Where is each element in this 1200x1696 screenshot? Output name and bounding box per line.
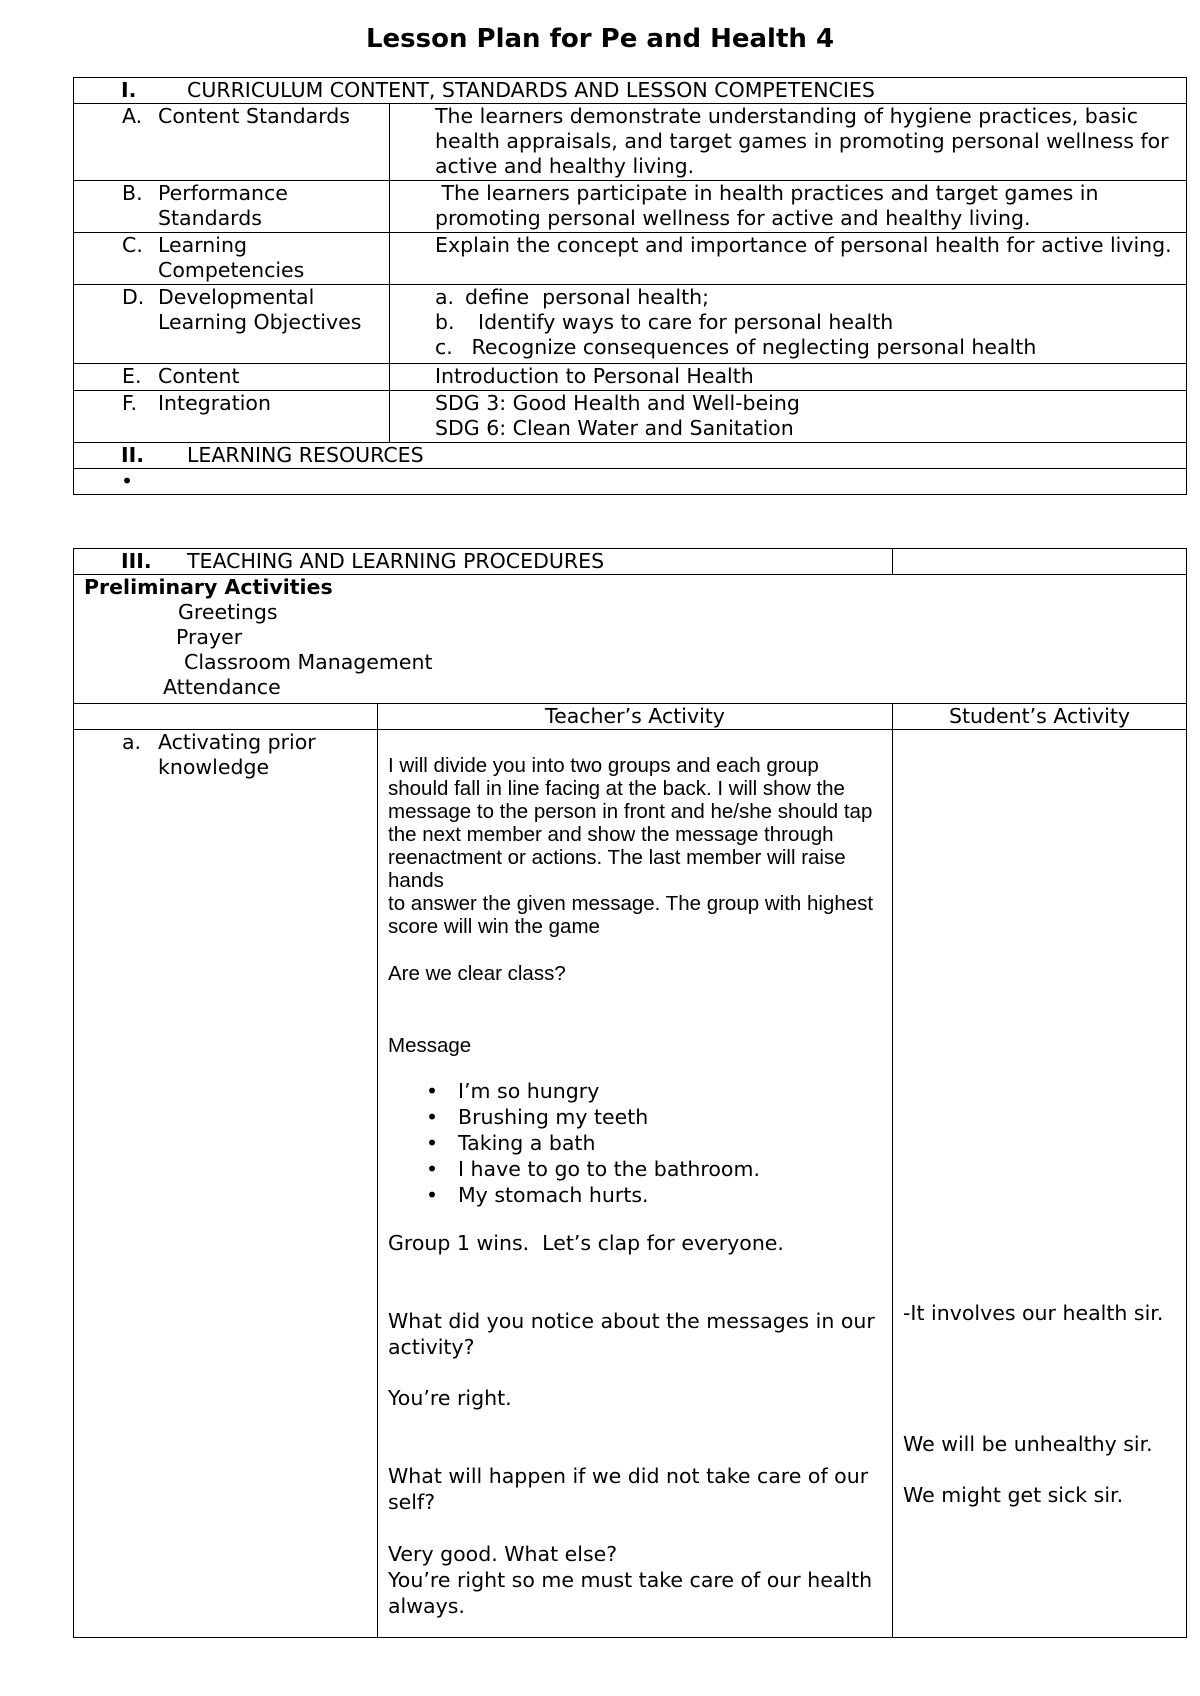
row-value: Introduction to Personal Health [390, 364, 1187, 391]
student-answer-2: We will be unhealthy sir. [903, 1432, 1153, 1456]
list-item: • Brushing my teeth [426, 1105, 649, 1129]
row-label: Content [158, 364, 240, 388]
section3-empty-cell [893, 549, 1187, 575]
curriculum-table [73, 77, 1187, 495]
table-row [74, 391, 1187, 443]
row-letter: C. [122, 233, 143, 257]
table-row [74, 181, 1187, 233]
list-item: • My stomach hurts. [426, 1183, 649, 1207]
row-letter: F. [122, 391, 138, 415]
preliminary-activities [74, 575, 1187, 704]
step-label-cell [74, 730, 378, 1638]
list-item: Classroom Management [184, 650, 433, 674]
row-label: Developmental Learning Objectives [158, 285, 362, 334]
section1-header [74, 78, 1187, 104]
column-header-student: Student’s Activity [893, 704, 1187, 730]
row-value: The learners participate in health practices and target games in promoting personal wellness for active and healthy living. [390, 181, 1187, 233]
section3-heading: TEACHING AND LEARNING PROCEDURES [187, 549, 605, 573]
list-item: • I’m so hungry [426, 1079, 600, 1103]
column-header-empty [74, 704, 378, 730]
table-row [74, 233, 1187, 285]
row-letter: E. [122, 364, 142, 388]
row-label: Content Standards [158, 104, 350, 128]
section1-heading: CURRICULUM CONTENT, STANDARDS AND LESSON COMPETENCIES [187, 78, 875, 102]
list-item: Attendance [163, 675, 281, 699]
list-item: Prayer [176, 625, 243, 649]
teacher-question-notice: What did you notice about the messages in our activity? [388, 1309, 875, 1359]
section3-header [74, 549, 893, 575]
teacher-instruction-1: I will divide you into two groups and each group should fall in line facing at the back. I will show the message to the person in front and he/she should tap the next member and show the message through reenactment or actions. The last member will raise hands [388, 754, 873, 892]
section3-numeral: III. [121, 549, 152, 573]
objectives-list [390, 285, 1187, 364]
section2-header [74, 443, 1187, 469]
student-answer-1: -It involves our health sir. [903, 1301, 1164, 1325]
row-label: Performance Standards [158, 181, 288, 230]
step-letter: a. [122, 730, 142, 754]
messages-list [388, 1078, 882, 1208]
row-letter: B. [122, 181, 143, 205]
step-label: Activating prior knowledge [158, 730, 316, 779]
list-item: c. Recognize consequences of neglecting personal health [435, 335, 1037, 359]
row-label: Learning Competencies [158, 233, 305, 282]
section2-numeral: II. [121, 443, 145, 467]
teacher-instruction-2: to answer the given message. The group with highest score will win the game [388, 892, 874, 938]
teacher-clear-question: Are we clear class? [388, 962, 566, 985]
table-row [74, 364, 1187, 391]
teacher-very-good: Very good. What else? [388, 1542, 618, 1566]
row-letter: D. [122, 285, 145, 309]
document-title: Lesson Plan for Pe and Health 4 [365, 24, 835, 54]
list-item: b. Identify ways to care for personal health [435, 310, 894, 334]
table-row [74, 730, 1187, 1638]
section1-numeral: I. [121, 78, 137, 102]
teacher-response-right: You’re right. [388, 1386, 512, 1410]
teacher-activity-cell [378, 730, 893, 1638]
list-item: a. define personal health; [435, 285, 710, 309]
message-label: Message [388, 1034, 472, 1057]
list-item: • Taking a bath [426, 1131, 596, 1155]
column-header-teacher: Teacher’s Activity [378, 704, 893, 730]
row-letter: A. [122, 104, 143, 128]
row-label: Integration [158, 391, 271, 415]
row-value: Explain the concept and importance of personal health for active living. [390, 233, 1187, 285]
student-answer-3: We might get sick sir. [903, 1483, 1124, 1507]
table-row [74, 104, 1187, 181]
procedures-table [73, 548, 1187, 1638]
resources-bullet: • [74, 469, 1187, 495]
list-item: • I have to go to the bathroom. [426, 1157, 760, 1181]
section2-heading: LEARNING RESOURCES [187, 443, 424, 467]
teacher-group-wins: Group 1 wins. Let’s clap for everyone. [388, 1231, 784, 1255]
teacher-closing: You’re right so me must take care of our health always. [388, 1568, 873, 1618]
student-activity-cell [893, 730, 1187, 1638]
preliminary-heading: Preliminary Activities [84, 575, 333, 599]
teacher-question-care: What will happen if we did not take care of our self? [388, 1464, 869, 1514]
row-value: The learners demonstrate understanding of hygiene practices, basic health appraisals, and target games in promoting personal wellness for active and healthy living. [390, 104, 1187, 181]
row-value: SDG 3: Good Health and Well-being SDG 6: Clean Water and Sanitation [390, 391, 1187, 443]
table-row [74, 285, 1187, 364]
list-item: Greetings [178, 600, 278, 624]
